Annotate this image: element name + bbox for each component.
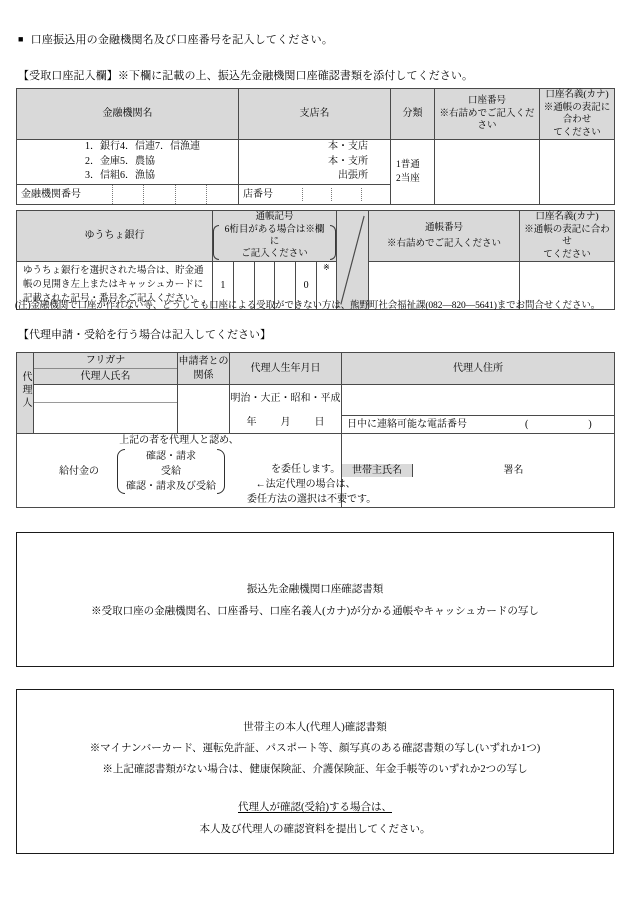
agent-name-input[interactable] (34, 385, 178, 434)
account-holder-input[interactable] (540, 140, 615, 205)
branch-options[interactable] (239, 140, 391, 185)
agent-section-heading: 【代理申請・受給を行う場合は記入してください】 (18, 329, 271, 341)
attachment-box-2-line2: ※マイナンバーカード、運転免許証、パスポート等、顔写真のある確認書類の写し(いずれか1つ) (89, 743, 541, 754)
header-passbook-symbol-note (213, 224, 336, 261)
institution-option-2[interactable]: 2．金庫5．農協 (85, 155, 155, 167)
institution-option-1[interactable]: 1．銀行4．信連7．信漁連 (85, 141, 200, 153)
consign-right3: 委任方法の選択は不要です。 (247, 494, 377, 506)
branch-option-3[interactable]: 出張所 (338, 170, 368, 182)
kind-option-2[interactable]: 2当座 (396, 173, 420, 184)
institution-code-cell[interactable] (113, 185, 145, 204)
agent-tel-paren: ( ) (525, 419, 602, 430)
receiving-account-heading: 【受取口座記入欄】※下欄に記載の上、振込先金融機関口座確認書類を添付してください。 (18, 70, 474, 82)
lead-instruction-text: 口座振込用の金融機関名及び口座番号を記入してください。 (30, 34, 334, 46)
signature-field[interactable] (413, 464, 615, 477)
branch-code-cell[interactable] (362, 188, 391, 201)
diagonal-separator-cell (337, 211, 369, 310)
header-japanpost-holder-line3: てください (543, 249, 591, 260)
bullet-square-icon: ■ (18, 34, 24, 44)
consign-line1: 上記の者を代理人と認め、 (119, 435, 239, 446)
header-agent-birthdate: 代理人生年月日 (230, 353, 342, 385)
consign-right2: ←法定代理の場合は、 (255, 479, 356, 491)
header-japanpost-holder-line1: 口座名義(カナ) (535, 212, 599, 222)
consign-options[interactable] (117, 449, 225, 494)
agent-table (16, 352, 615, 508)
header-japanpost-holder (520, 211, 615, 262)
attachment-box-1-title: 振込先金融機関口座確認書類 (246, 584, 384, 595)
header-kind: 分類 (391, 89, 435, 140)
japanpost-description-line3: 記載された記号・番号をご記入ください。 (23, 293, 204, 304)
header-japanpost-bank: ゆうちょ銀行 (17, 211, 213, 262)
institution-code-cell[interactable] (81, 185, 113, 204)
institution-code-cells[interactable] (81, 185, 238, 204)
birth-year-label: 年 (246, 417, 257, 428)
branch-option-2[interactable]: 本・支所 (328, 155, 368, 167)
institution-code-cell[interactable] (207, 185, 238, 204)
japanpost-description-line2: 帳の見開き左上またはキャッシュカードに (23, 279, 204, 290)
agent-header-row (17, 353, 615, 385)
agent-tel-label: 日中に連絡可能な電話番号 (347, 419, 467, 430)
attachment-box-1-subtitle: ※受取口座の金融機関名、口座番号、口座名義人(カナ)が分かる通帳やキャッシュカードの写し (91, 606, 539, 617)
account-number-input[interactable] (435, 140, 540, 205)
kind-option-1[interactable]: 1普通 (396, 159, 420, 170)
relation-input[interactable] (178, 385, 230, 434)
passbook-symbol-cell[interactable]: 1 (213, 262, 234, 309)
signature-label: 署名 (503, 465, 524, 476)
attachment-box-2-line1: 世帯主の本人(代理人)確認書類 (243, 722, 387, 733)
agent-furigana-input[interactable] (34, 385, 177, 403)
agent-birthdate-input[interactable] (230, 385, 342, 434)
branch-code-cell[interactable] (303, 188, 333, 201)
passbook-symbol-extra-cell[interactable]: ※ (323, 263, 330, 273)
header-furigana: フリガナ (34, 353, 177, 369)
attachment-box-identity-confirmation (16, 689, 614, 854)
header-passbook-symbol-line2: 6桁目がある場合は※欄に (224, 224, 325, 248)
branch-code-cell[interactable] (332, 188, 362, 201)
householder-signature-group (342, 434, 615, 508)
header-agent-name (34, 353, 178, 385)
consign-option-1[interactable]: 確認・請求 (146, 451, 196, 463)
header-account-holder-line1: 口座名義(カナ) (545, 90, 609, 100)
branch-code-cell[interactable] (273, 188, 303, 201)
kind-options[interactable] (391, 140, 435, 205)
attachment-box-2-line5: 本人及び代理人の確認資料を提出してください。 (199, 824, 431, 835)
attachment-box-bank-confirmation (16, 532, 614, 667)
header-relation-line2: 関係 (193, 369, 214, 381)
branch-code-field[interactable] (239, 184, 391, 204)
header-passbook-number-line1: 通帳番号 (424, 222, 463, 233)
consign-option-2[interactable]: 受給 (161, 466, 181, 478)
header-institution: 金融機関名 (17, 89, 239, 140)
agent-vertical-label (17, 353, 34, 434)
institution-code-label: 金融機関番号 (21, 188, 81, 200)
institution-code-field[interactable] (17, 184, 239, 204)
header-passbook-number (369, 211, 520, 262)
header-japanpost-holder-line2: ※通帳の表記に合わせ (524, 224, 610, 248)
japanpost-description-line1: ゆうちょ銀行を選択された場合は、貯金通 (23, 266, 204, 277)
birth-era-options[interactable]: 明治・大正・昭和・平成 (230, 392, 341, 404)
institution-option-3[interactable]: 3．信組6．漁協 (85, 170, 155, 182)
lead-instruction (18, 31, 333, 47)
bank-account-table (16, 88, 615, 205)
agent-tel-field[interactable] (342, 415, 614, 433)
japanpost-account-table (16, 210, 615, 310)
header-passbook-number-line2: ※右詰めでご記入ください (386, 239, 501, 250)
diagonal-line-icon (337, 211, 368, 309)
header-branch: 支店名 (239, 89, 391, 140)
header-account-number (435, 89, 540, 140)
table-header-row (17, 89, 615, 140)
institution-code-cell[interactable] (144, 185, 176, 204)
branch-code-cells[interactable] (273, 188, 390, 201)
header-agent-address: 代理人住所 (342, 353, 615, 385)
institution-options[interactable] (17, 140, 239, 185)
institution-code-cell[interactable] (176, 185, 208, 204)
passbook-symbol-cell[interactable]: 0 (296, 262, 317, 309)
table-header-row (17, 211, 615, 262)
householder-label: 世帯主氏名 (342, 464, 413, 477)
branch-option-1[interactable]: 本・支店 (328, 141, 368, 153)
birth-month-label: 月 (280, 417, 291, 428)
attachment-box-2-line4: 代理人が確認(受給)する場合は、 (238, 802, 392, 813)
header-account-holder-line2: ※通帳の表記に合わせ (543, 102, 611, 126)
agent-address-input[interactable] (342, 385, 615, 434)
header-passbook-symbol (213, 211, 337, 262)
header-passbook-symbol-line3: ご記入ください (241, 249, 308, 260)
header-passbook-symbol-line1: 通帳記号 (255, 212, 294, 223)
header-agent-name-label: 代理人氏名 (80, 371, 131, 382)
consign-kyufu-label: 給付金の (59, 466, 99, 478)
agent-consign-row (17, 434, 615, 508)
attachment-box-2-line3: ※上記確認書類がない場合は、健康保険証、介護保険証、年金手帳等のいずれか2つの写し (102, 764, 528, 775)
header-relation-line1: 申請者との (178, 356, 229, 368)
contact-note: (注)金融機関で口座が作れない等、どうしても口座による受取ができない方は、熊野町社会福祉課(082―820―5641)までお問合せください。 (15, 301, 601, 311)
header-account-number-line1: 口座番号 (467, 96, 506, 107)
header-account-holder (540, 89, 615, 140)
birth-day-label: 日 (314, 417, 325, 428)
header-account-number-line2: ※右詰めでご記入ください (439, 108, 535, 132)
consign-right1: を委任します。 (271, 464, 341, 476)
header-relation (178, 353, 230, 385)
agent-body-row (17, 385, 615, 434)
consign-option-3[interactable]: 確認・請求及び受給 (126, 481, 216, 493)
header-account-holder-line3: てください (553, 127, 601, 138)
agent-vertical-label-text: 代理人 (20, 371, 31, 411)
branch-code-label: 店番号 (243, 188, 273, 200)
table-body-row (17, 140, 615, 185)
